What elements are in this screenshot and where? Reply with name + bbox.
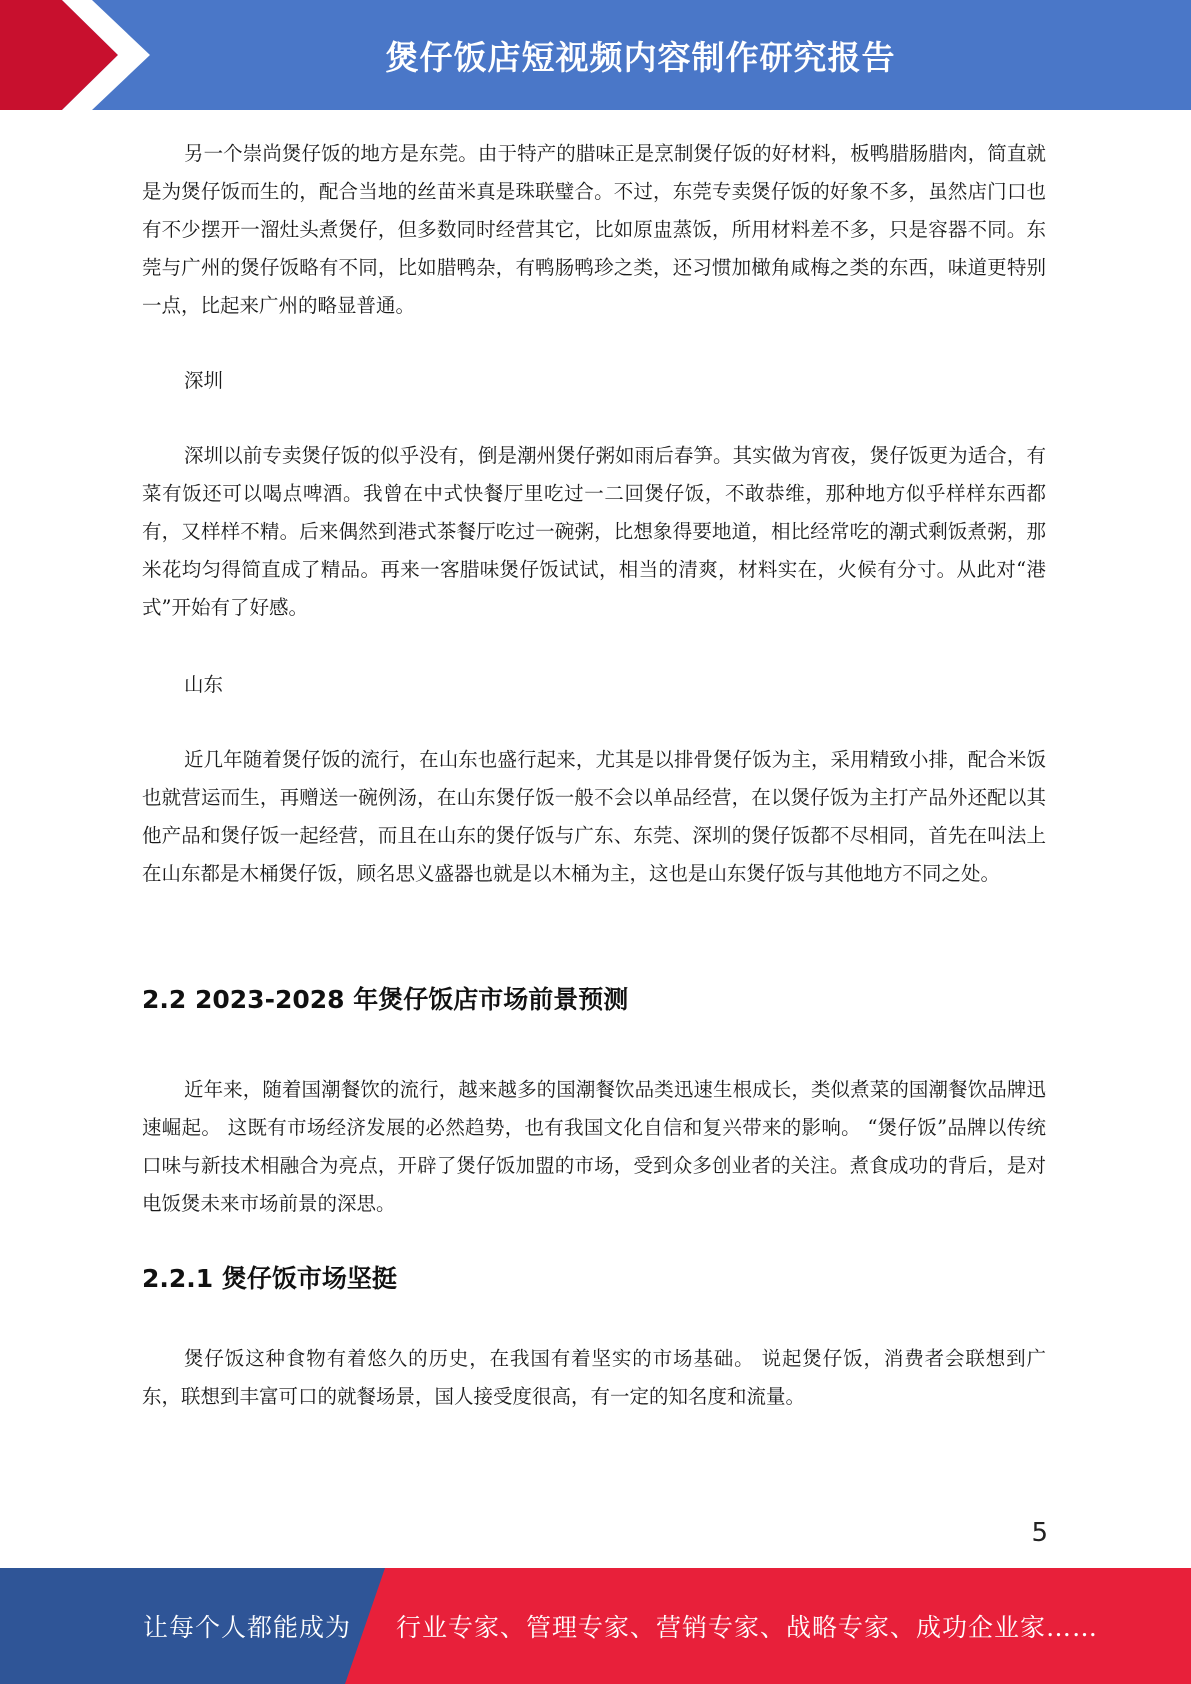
paragraph-market-stable: 煲仔饭这种食物有着悠久的历史，在我国有着坚实的市场基础。 说起煲仔饭，消费者会联想到广东，联想到丰富可口的就餐场景，国人接受度很高，有一定的知名度和流量。 [142, 1347, 1046, 1408]
footer-slogan-right: 行业专家、管理专家、营销专家、战略专家、成功企业家…… [396, 1613, 1099, 1642]
page-number: 5 [1031, 1518, 1048, 1548]
paragraph-shenzhen: 深圳以前专卖煲仔饭的似乎没有，倒是潮州煲仔粥如雨后春笋。其实做为宵夜，煲仔饭更为适合，有菜有饭还可以喝点啤酒。我曾在中式快餐厅里吃过一二回煲仔饭，不敢恭维，那种地方似乎样样东西都有，又样样不精。后来偶然到港式茶餐厅吃过一碗粥，比想象得要地道，相比经常吃的潮式剩饭煮粥，那米花均匀得简直成了精品。再来一客腊味煲仔饭试试，相当的清爽，材料实在，火候有分寸。从此对“港式”开始有了好感。 [142, 444, 1046, 619]
footer-slogan-left: 让每个人都能成为 [143, 1613, 352, 1642]
page-footer [0, 1568, 1191, 1684]
section-heading-2-2: 2.2 2023-2028 年煲仔饭店市场前景预测 [142, 985, 629, 1014]
report-title: 煲仔饭店短视频内容制作研究报告 [385, 37, 896, 77]
paragraph-market-outlook: 近年来，随着国潮餐饮的流行，越来越多的国潮餐饮品类迅速生根成长，类似煮菜的国潮餐饮品牌迅速崛起。 这既有市场经济发展的必然趋势，也有我国文化自信和复兴带来的影响。 “煲仔饭”品牌以传统口味与新技术相融合为亮点，开辟了煲仔饭加盟的市场，受到众多创业者的关注。煮食成功的背后，是对电饭煲未来市场前景的深思。 [142, 1078, 1046, 1215]
paragraph-dongguan: 另一个崇尚煲仔饭的地方是东莞。由于特产的腊味正是烹制煲仔饭的好材料，板鸭腊肠腊肉，简直就是为煲仔饭而生的，配合当地的丝苗米真是珠联璧合。不过，东莞专卖煲仔饭的好象不多，虽然店门口也有不少摆开一溜灶头煮煲仔，但多数同时经营其它，比如原盅蒸饭，所用材料差不多，只是容器不同。东莞与广州的煲仔饭略有不同，比如腊鸭杂，有鸭肠鸭珍之类，还习惯加橄角咸梅之类的东西，味道更特别一点，比起来广州的略显普通。 [142, 142, 1046, 317]
section-heading-2-2-1: 2.2.1 煲仔饭市场坚挺 [142, 1264, 397, 1293]
paragraph-shandong: 近几年随着煲仔饭的流行，在山东也盛行起来，尤其是以排骨煲仔饭为主，采用精致小排，配合米饭也就营运而生，再赠送一碗例汤，在山东煲仔饭一般不会以单品经营，在以煲仔饭为主打产品外还配以其他产品和煲仔饭一起经营，而且在山东的煲仔饭与广东、东莞、深圳的煲仔饭都不尽相同，首先在叫法上在山东都是木桶煲仔饭，顾名思义盛器也就是以木桶为主，这也是山东煲仔饭与其他地方不同之处。 [142, 748, 1046, 885]
header-chevron-decoration [0, 0, 160, 110]
subheading-shenzhen: 深圳 [184, 369, 224, 392]
page-header [0, 0, 1191, 110]
subheading-shandong: 山东 [184, 673, 224, 696]
